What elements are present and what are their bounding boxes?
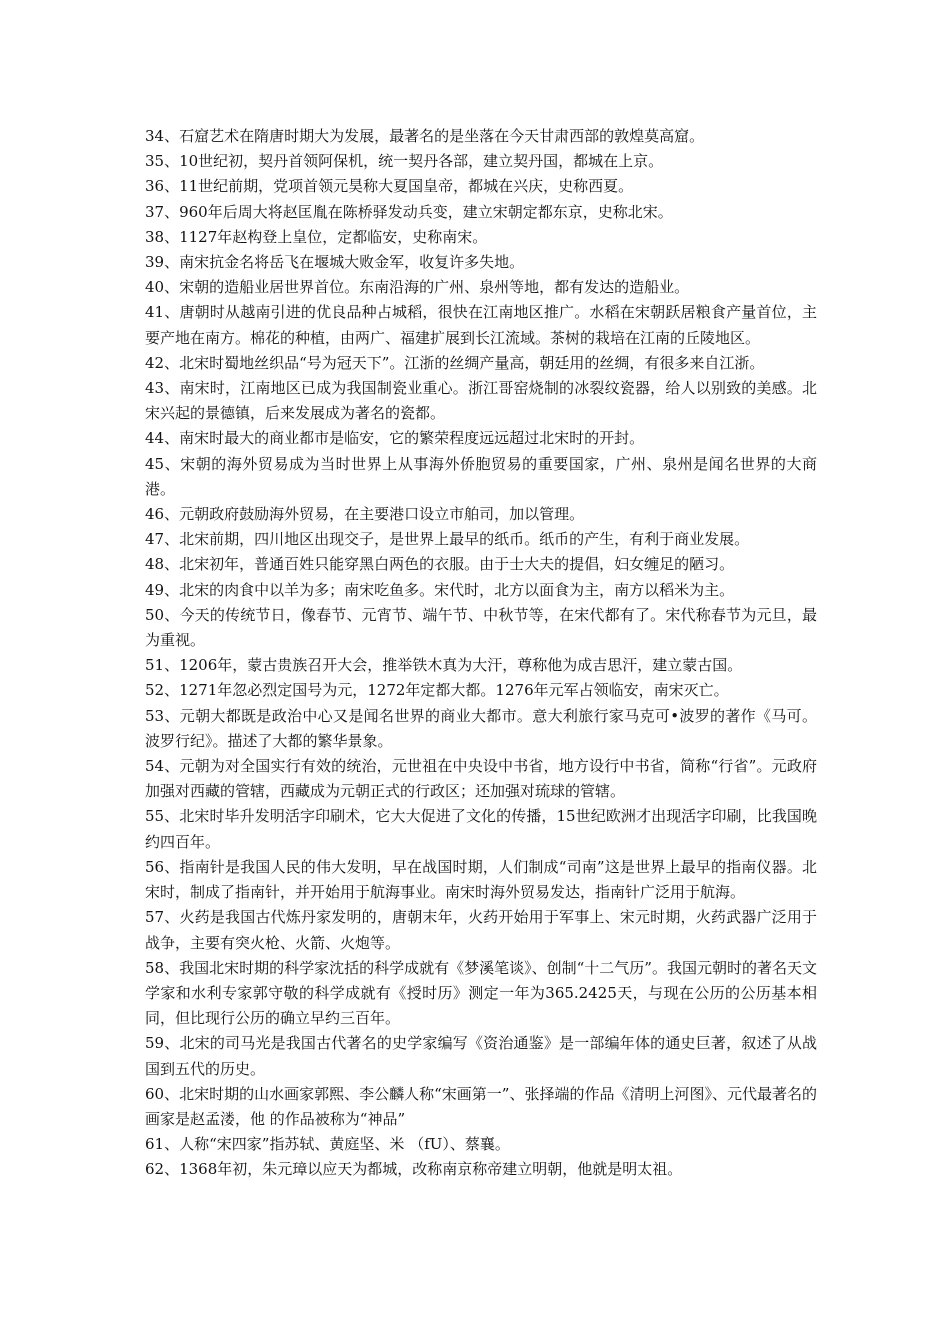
list-item-34: 34、石窟艺术在隋唐时期大为发展，最著名的是坐落在今天甘肃西部的敦煌莫高窟。 <box>145 127 705 145</box>
list-item-39: 39、南宋抗金名将岳飞在堰城大败金军，收复许多失地。 <box>145 253 525 272</box>
list-item-37: 37、960年后周大将赵匡胤在陈桥驿发动兵变，建立宋朝定都东京，史称北宋。 <box>145 202 673 221</box>
list-item-44: 44、南宋时最大的商业都市是临安，它的繁荣程度远远超过北宋时的开封。 <box>145 429 645 448</box>
list-item-38: 38、1127年赵构登上皇位，定都临安，史称南宋。 <box>145 227 488 246</box>
list-item-60: 60、北宋时期的山水画家郭熙、李公麟人称“宋画第一”、张择端的作品《清明上河图》、元代最著名的画家是赵孟溇，他 的作品被称为“神品” <box>145 1084 817 1128</box>
list-item-53: 53、元朝大都既是政治中心又是闻名世界的商业大都市。意大利旅行家马克可•波罗的著作《马可。波罗行纪》。描述了大都的繁华景象。 <box>145 706 817 750</box>
list-item-55: 55、北宋时毕升发明活字印刷术，它大大促进了文化的传播，15世纪欧洲才出现活字印刷，比我国晚约四百年。 <box>145 807 817 851</box>
list-item-45: 45、宋朝的海外贸易成为当时世界上从事海外侨胞贸易的重要国家，广州、泉州是闻名世界的大商港。 <box>145 454 817 498</box>
list-item-54: 54、元朝为对全国实行有效的统治，元世祖在中央设中书省，地方设行中书省，简称“行省”。元政府加强对西藏的管辖，西藏成为元朝正式的行政区；还加强对琉球的管辖。 <box>145 757 817 801</box>
list-item-49: 49、北宋的肉食中以羊为多；南宋吃鱼多。宋代时，北方以面食为主，南方以稻米为主。 <box>145 580 735 599</box>
list-item-48: 48、北宋初年，普通百姓只能穿黑白两色的衣服。由于士大夫的提倡，妇女缠足的陋习。 <box>145 555 735 574</box>
list-item-47: 47、北宋前期，四川地区出现交子，是世界上最早的纸币。纸币的产生，有利于商业发展。 <box>145 530 750 549</box>
list-item-57: 57、火药是我国古代炼丹家发明的，唐朝末年，火药开始用于军事上、宋元时期，火药武器广泛用于战争，主要有突火枪、火箭、火炮等。 <box>145 908 817 952</box>
list-item-46: 46、元朝政府鼓励海外贸易，在主要港口设立市舶司，加以管理。 <box>145 505 585 524</box>
list-item-43: 43、南宋时，江南地区已成为我国制瓷业重心。浙江哥窑烧制的冰裂纹瓷器，给人以别致的美感。北宋兴起的景德镇，后来发展成为著名的瓷都。 <box>145 379 817 423</box>
document-body <box>145 124 817 1183</box>
list-item-56: 56、指南针是我国人民的伟大发明，早在战国时期，人们制成“司南”这是世界上最早的指南仪器。北宋时，制成了指南针，并开始用于航海事业。南宋时海外贸易发达，指南针广泛用于航海。 <box>145 857 817 902</box>
list-item-40: 40、宋朝的造船业居世界首位。东南沿海的广州、泉州等地，都有发达的造船业。 <box>145 278 690 297</box>
list-item-58: 58、我国北宋时期的科学家沈括的科学成就有《梦溪笔谈》、创制“十二气历”。我国元朝时的著名天文学家和水利专家郭守敬的科学成就有《授时历》测定一年为365.2425天，与现在公历的公历基本相同，但比现行公历的确立早约三百年。 <box>145 958 817 1028</box>
list-item-51: 51、1206年，蒙古贵族召开大会，推举铁木真为大汗，尊称他为成吉思汗，建立蒙古国。 <box>145 656 743 675</box>
list-item-50: 50、今天的传统节日，像春节、元宵节、端午节、中秋节等，在宋代都有了。宋代称春节为元旦，最为重视。 <box>145 605 817 650</box>
list-item-36: 36、11世纪前期，党项首领元昊称大夏国皇帝，都城在兴庆，史称西夏。 <box>145 177 634 196</box>
list-item-61: 61、人称“宋四家”指苏轼、黄庭坚、米 （fU）、蔡襄。 <box>145 1135 510 1154</box>
list-item-35: 35、10世纪初，契丹首领阿保机，统一契丹各部，建立契丹国，都城在上京。 <box>145 152 664 171</box>
list-item-42: 42、北宋时蜀地丝织品“号为冠天下”。江浙的丝绸产量高，朝廷用的丝绸，有很多来自江浙。 <box>145 353 765 372</box>
list-item-52: 52、1271年忽必烈定国号为元，1272年定都大都。1276年元军占领临安，南宋灭亡。 <box>145 681 729 700</box>
list-item-59: 59、北宋的司马光是我国古代著名的史学家编写《资治通鉴》是一部编年体的通史巨著，叙述了从战国到五代的历史。 <box>145 1034 817 1078</box>
list-item-41: 41、唐朝时从越南引进的优良品种占城稻，很快在江南地区推广。水稻在宋朝跃居粮食产量首位，主要产地在南方。棉花的种植，由两广、福建扩展到长江流域。茶树的栽培在江南的丘陵地区。 <box>145 303 817 347</box>
list-item-62: 62、1368年初，朱元璋以应天为都城，改称南京称帝建立明朝，他就是明太祖。 <box>145 1160 683 1179</box>
